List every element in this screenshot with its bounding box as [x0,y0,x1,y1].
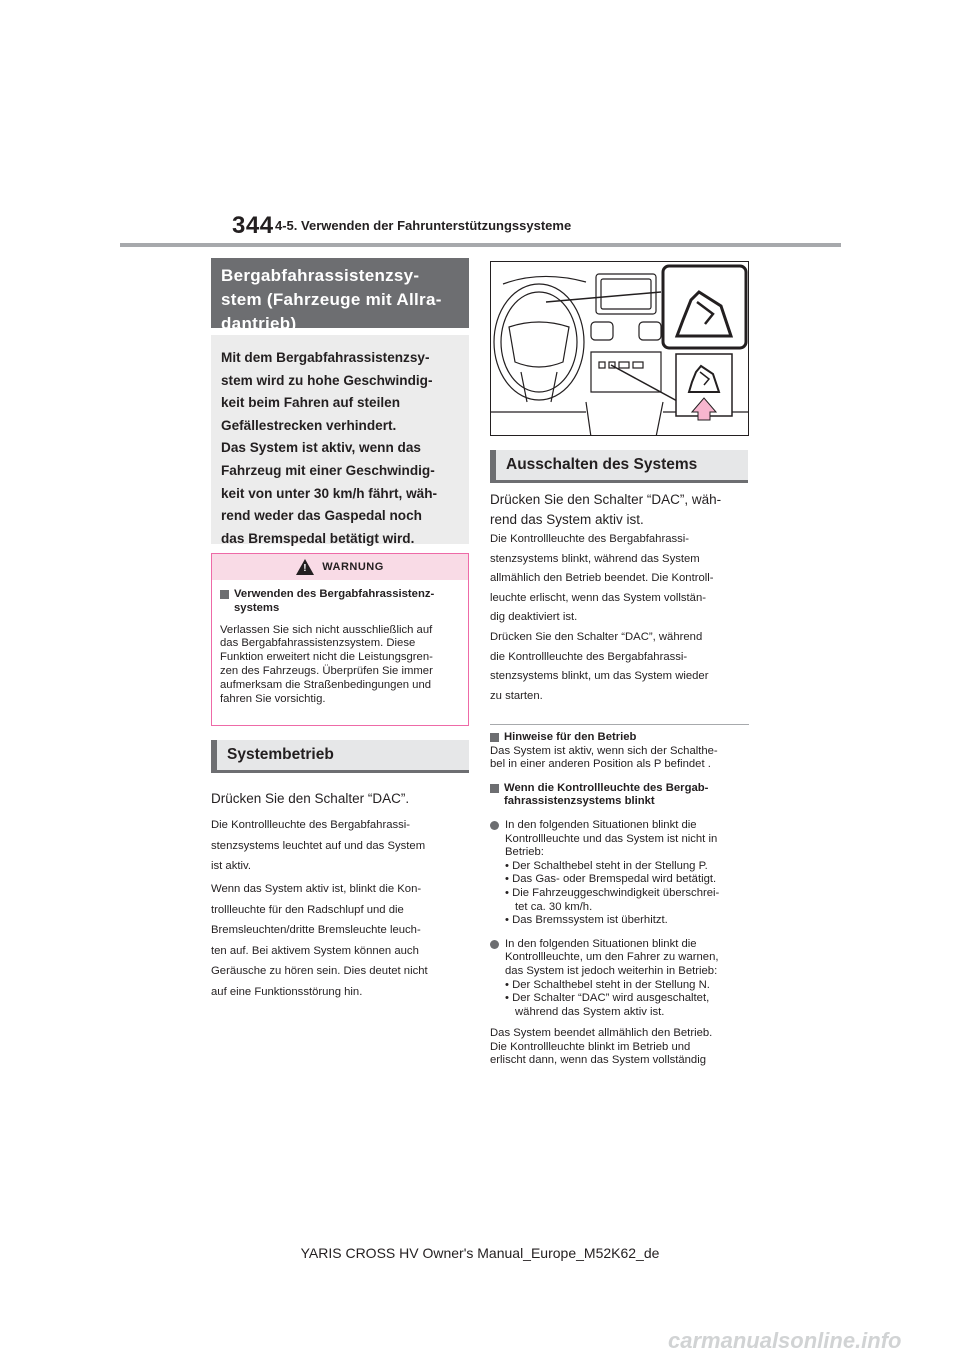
list-item: • Das Bremssystem ist überhitzt. [505,914,668,927]
text-line: Kontrollleuchte, um den Fahrer zu warnen, [505,951,719,964]
intro-line: Gefällestrecken verhindert. [221,417,397,433]
text-line: Die Kontrollleuchte des Bergabfahrassi- [211,819,411,831]
text-line: Das System beendet allmählich den Betrieb. [490,1027,713,1040]
heading-rule [490,480,748,483]
warning-line: Verlassen Sie sich nicht ausschließlich auf [220,623,433,636]
text-line: rend das System aktiv ist. [490,512,644,527]
closing-paragraph [490,1027,752,1068]
text-line: allmählich den Betrieb beendet. Die Kontroll- [490,572,714,585]
text-line: auf eine Funktionsstörung hin. [211,985,363,998]
list-item: • Der Schalthebel steht in der Stellung P. [505,859,708,872]
text-line: In den folgenden Situationen blinkt die [505,937,697,950]
bullet-still-operating [490,938,752,1020]
watermark: carmanualsonline.info [668,1328,902,1353]
text-line: Geräusche zu hören sein. Dies deutet nicht [211,965,428,978]
dashboard-drawing [491,262,749,436]
list-item: während das System aktiv ist. [515,1005,665,1018]
heading-text: Systembetrieb [211,740,469,770]
text-line: Bremsleuchten/dritte Bremsleuchte leuch- [211,924,421,937]
intro-line: das Bremspedal betätigt wird. [221,530,415,546]
intro-line: stem wird zu hohe Geschwindig- [221,372,433,388]
text-line: die Kontrollleuchte des Bergabfahrassi- [490,650,688,663]
systembetrieb-heading [211,740,469,773]
text-line: dig deaktiviert ist. [490,611,578,624]
list-item: tet ca. 30 km/h. [515,900,593,913]
note-heading-text: Hinweise für den Betrieb [504,731,637,743]
text-line: Betrieb: [505,846,544,859]
warning-subtitle-text: Verwenden des Bergabfahrassistenz-systems [234,588,435,614]
note-heading-betrieb [490,731,752,745]
intro-line: keit von unter 30 km/h fährt, wäh- [221,485,438,501]
text-line: stenzsystems blinkt, um das System wieder [490,670,709,683]
text-line: Die Kontrollleuchte des Bergabfahrassi- [490,533,690,545]
text-line: In den folgenden Situationen blinkt die [505,818,697,831]
text-line: ist aktiv. [211,860,251,873]
list-item: • Der Schalter “DAC” wird ausgeschaltet, [505,992,710,1005]
circle-bullet-icon [490,821,499,830]
topic-title-line: stem (Fahrzeuge mit Allra- [221,290,442,309]
square-bullet-icon [490,733,499,742]
topic-title-line: dantrieb) [221,314,297,333]
warning-line: aufmerksam die Straßenbedingungen und [220,678,432,691]
warning-box [211,553,469,726]
topic-title [211,258,469,333]
note-heading-text: fahrassistenzsystems blinkt [504,795,655,808]
intro-line: rend weder das Gaspedal noch [221,508,422,524]
text-line: Das System ist aktiv, wenn sich der Schalthe- [490,744,718,757]
text-line: Drücken Sie den Schalter “DAC”, während [490,630,703,643]
footer-text: YARIS CROSS HV Owner's Manual_Europe_M52K62_de [300,1245,660,1261]
notes-separator [490,724,749,725]
warning-line: Funktion erweitert nicht die Leistungsgren- [220,651,433,664]
text-line: Drücken Sie den Schalter “DAC”, wäh- [490,492,722,507]
text-line: Die Kontrollleuchte blinkt im Betrieb und [490,1040,691,1053]
notes-section [490,731,752,1068]
text-line: das System ist jedoch weiterhin in Betrieb: [505,964,718,977]
off-paragraph [490,530,752,706]
dashboard-illustration [490,261,749,436]
text-line: Kontrollleuchte und das System ist nicht in [505,832,718,845]
warning-header [212,554,468,580]
warning-line: zen des Fahrzeugs. Überprüfen Sie immer [220,664,433,677]
text-line: zu starten. [490,689,543,702]
dac-switch-icon [663,266,746,348]
intro-line: Fahrzeug mit einer Geschwindig- [221,462,435,478]
warning-line: fahren Sie vorsichtig. [220,692,326,705]
note-heading-blinkt [490,782,752,809]
list-item: • Die Fahrzeuggeschwindigkeit überschrei- [505,886,720,899]
bullet-not-operating [490,819,752,928]
op-lead: Drücken Sie den Schalter “DAC”. [211,791,410,806]
op-paragraph-1 [211,815,473,877]
header-rule [120,243,841,247]
square-bullet-icon [490,784,499,793]
intro-box [211,335,469,544]
off-lead [490,490,752,530]
text-line: erlischt dann, wenn das System vollständig [490,1054,707,1067]
op-paragraph-2 [211,879,473,1003]
list-item: • Das Gas- oder Bremspedal wird betätigt. [505,873,717,886]
note-heading-text: Wenn die Kontrollleuchte des Bergab- [504,781,709,794]
topic-title-line: Bergabfahrassistenzsy- [221,266,420,285]
ausschalten-heading [490,450,748,483]
warning-subtitle [220,588,460,616]
text-line: stenzsystems leuchtet auf und das System [211,839,426,852]
heading-rule [211,770,469,773]
page-number: 344 [232,212,274,239]
warning-text [220,624,460,707]
list-item: • Der Schalthebel steht in der Stellung N. [505,978,710,991]
warning-label: WARNUNG [322,561,384,573]
text-line: leuchte erlischt, wenn das System vollstän- [490,591,706,604]
text-line: trollleuchte für den Radschlupf und die [211,903,404,916]
circle-bullet-icon [490,940,499,949]
section-title: 4-5. Verwenden der Fahrunterstützungssysteme [275,218,572,233]
text-line: stenzsystems blinkt, während das System [490,552,700,565]
heading-text: Ausschalten des Systems [490,450,748,480]
intro-line: keit beim Fahren auf steilen [221,395,401,411]
warning-line: das Bergabfahrassistenzsystem. Diese [220,637,416,650]
text-line: ten auf. Bei aktivem System können auch [211,944,419,957]
square-bullet-icon [220,590,229,599]
intro-line: Das System ist aktiv, wenn das [221,440,421,456]
text-line: Wenn das System aktiv ist, blinkt die Kon- [211,883,422,895]
text-line: bel in einer anderen Position als P befindet . [490,758,711,771]
intro-line: Mit dem Bergabfahrassistenzsy- [221,350,430,365]
warning-triangle-icon: ! [296,559,314,575]
